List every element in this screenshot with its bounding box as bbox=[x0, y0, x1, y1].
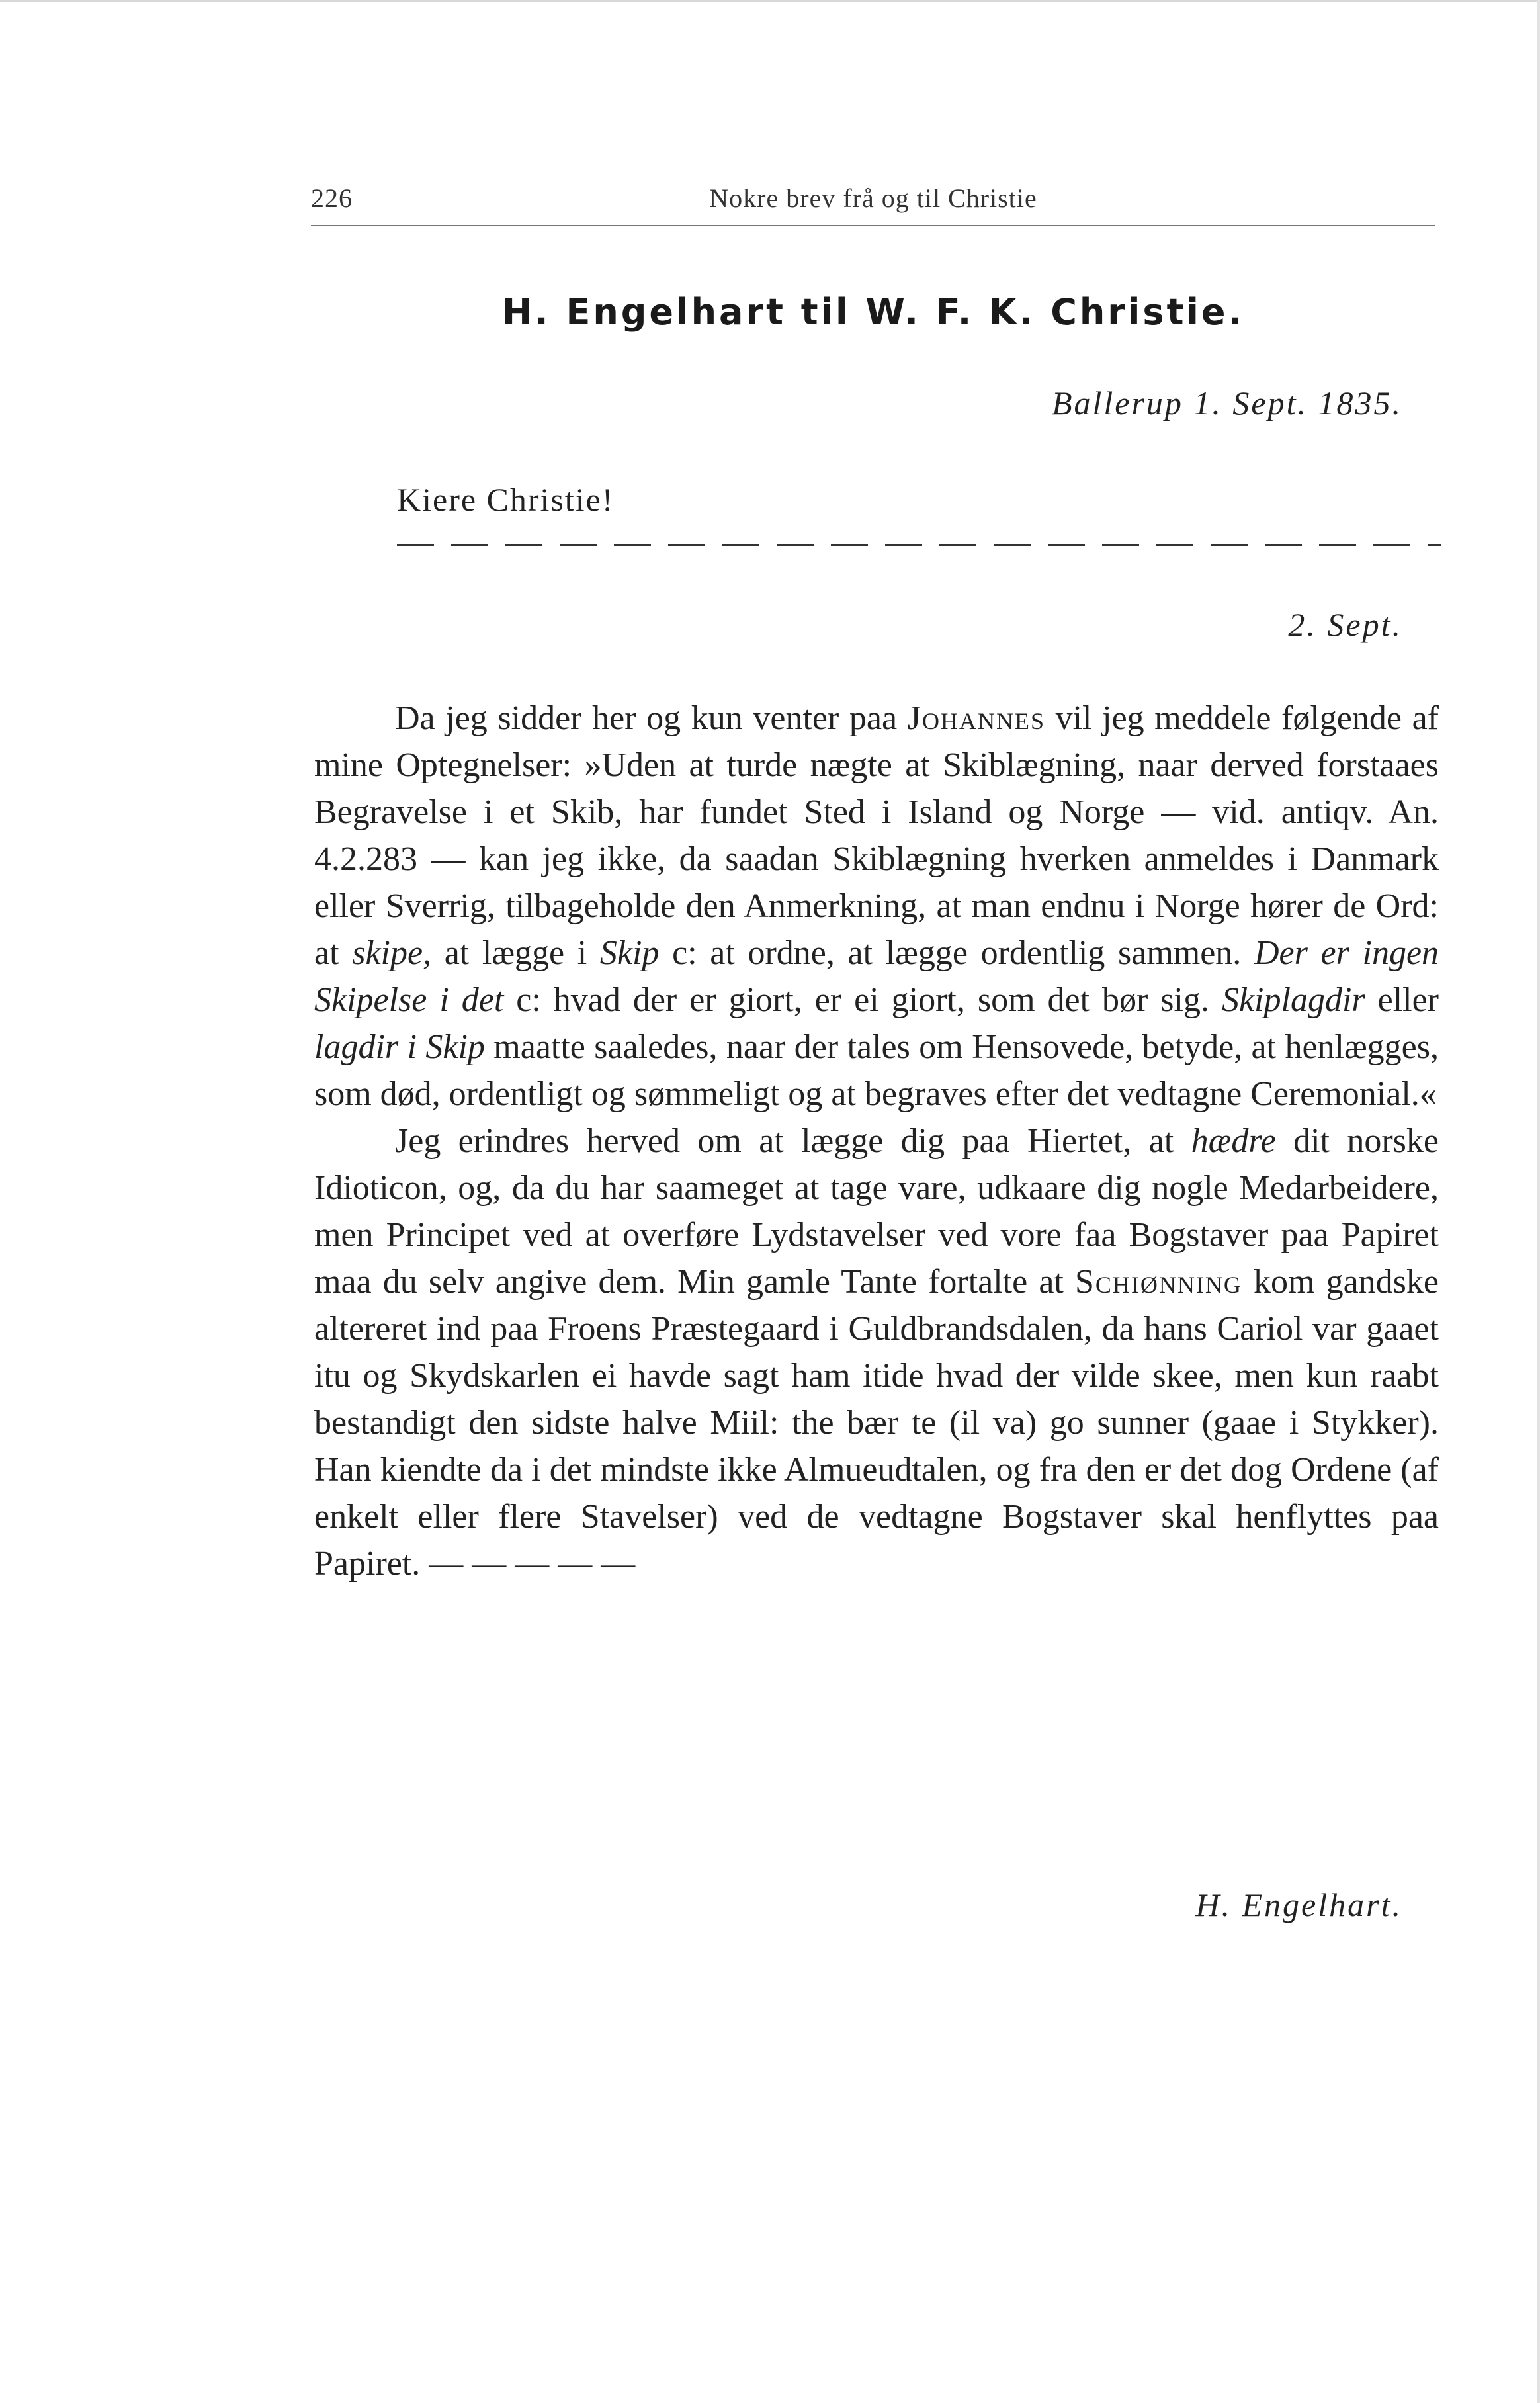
omission-dash-line bbox=[397, 544, 1441, 546]
italic-term: skipe, bbox=[352, 934, 432, 972]
italic-term: Skiplagdir bbox=[1221, 981, 1365, 1019]
header-rule bbox=[311, 225, 1435, 226]
text-span: c: hvad der er giort, er ei giort, som det bør sig. bbox=[503, 981, 1222, 1019]
italic-term: hædre bbox=[1191, 1122, 1276, 1160]
letter-body bbox=[314, 695, 1439, 1587]
name-smallcaps: Johannes bbox=[907, 699, 1045, 737]
text-span: dit norske Idioticon, og, da du har saameget at tage vare, udkaare dig nogle Medarbeidere, men Principet ved at overføre Lydstavelser ved vore faa Bogstaver paa Papiret maa du selv angive dem. Min gamle Tante fortalte at bbox=[314, 1122, 1439, 1301]
italic-term: Skip bbox=[599, 934, 660, 972]
italic-term: lagdir i Skip bbox=[314, 1028, 485, 1066]
signature: H. Engelhart. bbox=[1195, 1886, 1402, 1923]
text-span: Da jeg sidder her og kun venter paa bbox=[395, 699, 908, 737]
text-span: maatte saaledes, naar der tales om Hensovede, betyde, at henlægges, som død, ordentligt og sømmeligt og at begraves efter det vedtagne Ceremonial.« bbox=[314, 1028, 1439, 1113]
scan-edge-right bbox=[1537, 0, 1540, 2403]
salutation: Kiere Christie! bbox=[397, 481, 615, 518]
text-span: vil jeg meddele følgende af mine Optegnelser: »Uden at turde nægte at Skiblægning, naar derved forstaaes Begravelse i et Skib, har fundet Sted i Island og Norge — vid. antiqv. An. 4.2.283 — kan jeg ikke, da saadan Skiblægning hverken anmeldes i Danmark eller Sverrig, tilbageholde den Anmerkning, at man endnu i Norge hører de Ord: at bbox=[314, 699, 1439, 972]
text-span: kom gandske altereret ind paa Froens Præstegaard i Guldbrandsdalen, da hans Cariol var gaaet itu og Skydskarlen ei havde sagt ham itide hvad der vilde skee, men kun raabt bestandigt den sidste halve Miil: the bær te (il va) go sunner (gaae i Stykker). Han kiendte da i det mindste ikke Almueudtalen, og fra den er det dog Ordene (af enkelt eller flere Stavelser) ved de vedtagne Bogstaver skal henflyttes paa Papiret. — — — — — bbox=[314, 1263, 1439, 1583]
name-smallcaps: Schiønning bbox=[1074, 1263, 1242, 1301]
running-title: Nokre brev frå og til Christie bbox=[709, 183, 1037, 213]
letter-title: H. Engelhart til W. F. K. Christie. bbox=[501, 291, 1245, 333]
text-span: eller bbox=[1365, 981, 1439, 1019]
page-number: 226 bbox=[311, 183, 353, 213]
text-span: Jeg erindres herved om at lægge dig paa Hiertet, at bbox=[395, 1122, 1191, 1160]
running-head bbox=[311, 177, 1435, 217]
second-dateline: 2. Sept. bbox=[1288, 606, 1402, 643]
italic-term: Der er ingen Skipelse i det bbox=[314, 934, 1439, 1019]
body-paragraph-1 bbox=[314, 695, 1439, 1117]
body-paragraph-2 bbox=[314, 1117, 1439, 1587]
scan-edge-top bbox=[0, 0, 1540, 2]
text-span: at lægge i bbox=[431, 934, 600, 972]
dateline: Ballerup 1. Sept. 1835. bbox=[1051, 384, 1402, 421]
text-span: c: at ordne, at lægge ordentlig sammen. bbox=[659, 934, 1254, 972]
